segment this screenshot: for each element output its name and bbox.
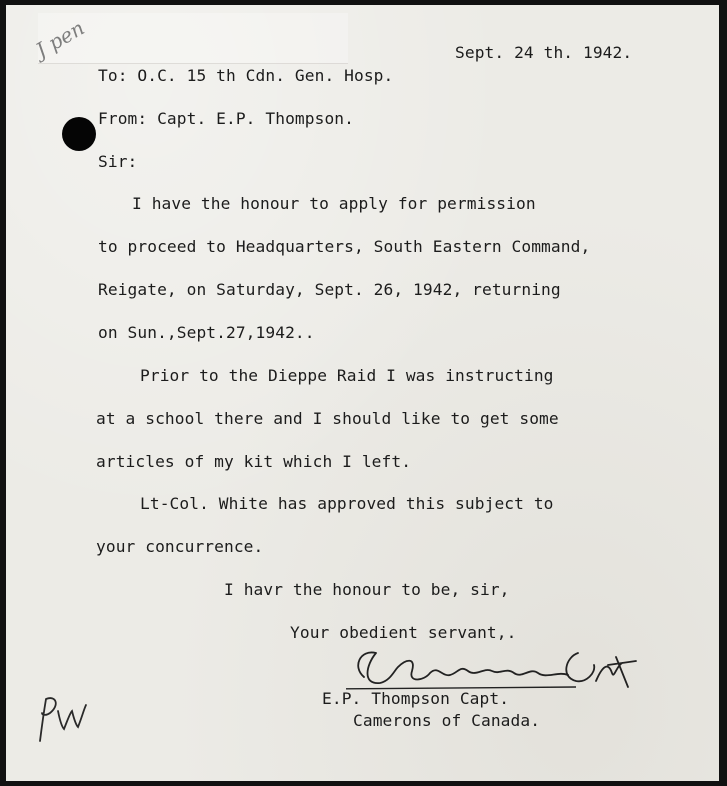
body-line: Prior to the Dieppe Raid I was instructing bbox=[140, 366, 554, 385]
closing-line: I havr the honour to be, sir, bbox=[224, 580, 510, 599]
body-line: Reigate, on Saturday, Sept. 26, 1942, returning bbox=[98, 280, 561, 299]
letter-recipient: To: O.C. 15 th Cdn. Gen. Hosp. bbox=[98, 66, 394, 85]
signature-name: E.P. Thompson Capt. bbox=[322, 689, 510, 708]
body-line: at a school there and I should like to get some bbox=[96, 409, 559, 428]
body-line: articles of my kit which I left. bbox=[96, 452, 412, 471]
letter-date: Sept. 24 th. 1942. bbox=[455, 43, 633, 62]
body-line: I have the honour to apply for permission bbox=[132, 194, 536, 213]
handwritten-initials bbox=[34, 691, 94, 747]
body-line: on Sun.,Sept.27,1942.. bbox=[98, 323, 315, 342]
signature-unit: Camerons of Canada. bbox=[353, 711, 541, 730]
letter-sheet bbox=[6, 5, 719, 781]
letter-salutation: Sir: bbox=[98, 152, 138, 171]
body-line: Lt-Col. White has approved this subject to bbox=[140, 494, 554, 513]
punch-hole bbox=[62, 117, 96, 151]
pencil-annotation: J pen bbox=[31, 15, 89, 63]
body-line: your concurrence. bbox=[96, 537, 264, 556]
body-line: to proceed to Headquarters, South Eastern Command, bbox=[98, 237, 591, 256]
closing-line: Your obedient servant,. bbox=[290, 623, 517, 642]
letter-sender: From: Capt. E.P. Thompson. bbox=[98, 109, 354, 128]
